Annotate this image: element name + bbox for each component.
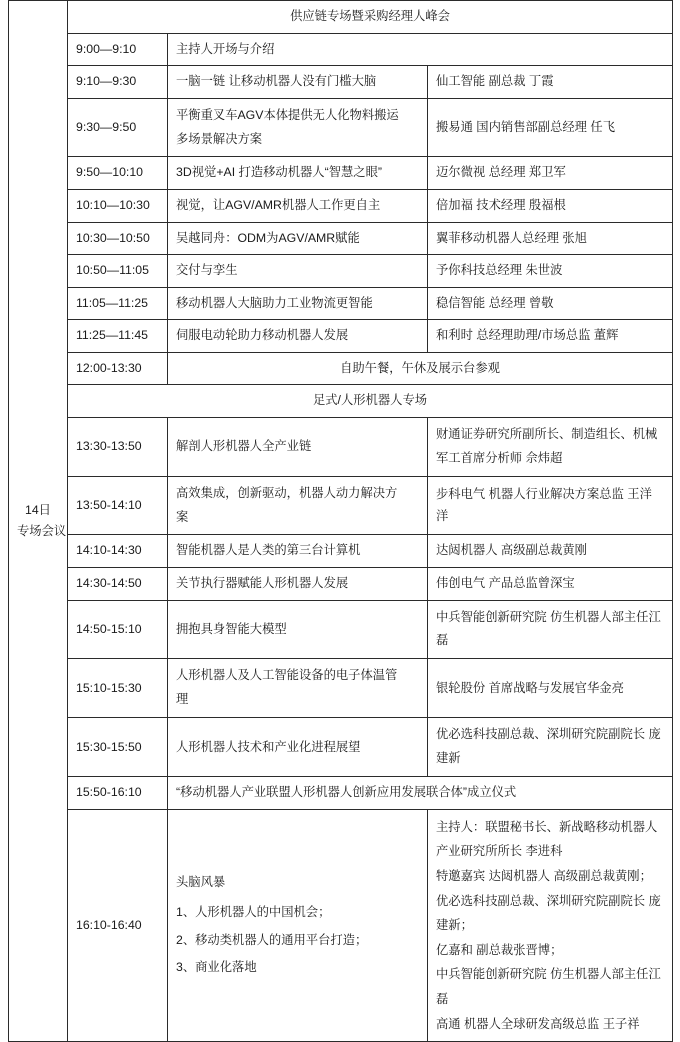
row-speaker-line: 中兵智能创新研究院 仿生机器人部主任江	[436, 609, 661, 624]
row-speaker: 搬易通 国内销售部副总经理 任飞	[428, 98, 673, 157]
table-row	[9, 352, 673, 385]
row-speaker: 倍加福 技术经理 殷福根	[428, 190, 673, 223]
table-row	[9, 535, 673, 568]
row-topic: 3D视觉+AI 打造移动机器人“智慧之眼”	[168, 157, 428, 190]
agenda-body	[9, 1, 673, 1042]
row-time: 13:30-13:50	[68, 417, 168, 476]
day-label-cell	[9, 1, 68, 1042]
row-time: 15:50-16:10	[68, 777, 168, 810]
day-label-line2: 专场会议	[17, 524, 67, 539]
row-topic-line: 多场景解决方案	[176, 131, 263, 146]
row-time: 9:50—10:10	[68, 157, 168, 190]
row-time: 15:30-15:50	[68, 718, 168, 777]
panel-line: 特邀嘉宾 达闼机器人 高级副总裁黄刚；	[436, 869, 652, 884]
conference-agenda-table	[8, 0, 673, 1042]
row-speaker	[428, 600, 673, 659]
row-speaker	[428, 718, 673, 777]
row-topic-merged: 自助午餐，午休及展示台参观	[168, 352, 673, 385]
table-row	[9, 1, 673, 34]
row-time: 11:25—11:45	[68, 320, 168, 353]
row-topic: 吴越同舟：ODM为AGV/AMR赋能	[168, 222, 428, 255]
row-topic-brainstorm	[168, 809, 428, 1041]
row-time: 12:00-13:30	[68, 352, 168, 385]
row-speaker: 予你科技总经理 朱世波	[428, 255, 673, 288]
row-speaker: 步科电气 机器人行业解决方案总监 王洋洋	[428, 476, 673, 535]
section-title-humanoid: 足式/人形机器人专场	[68, 385, 673, 418]
panel-line: 主持人：联盟秘书长、新战略移动机器人	[436, 819, 658, 834]
panel-line: 产业研究所所长 李进科	[436, 844, 563, 859]
table-row	[9, 33, 673, 66]
row-topic	[168, 476, 428, 535]
table-row	[9, 417, 673, 476]
row-topic-line: 案	[176, 509, 189, 524]
table-row	[9, 476, 673, 535]
table-row	[9, 157, 673, 190]
row-topic: 交付与孪生	[168, 255, 428, 288]
row-topic: 移动机器人大脑助力工业物流更智能	[168, 287, 428, 320]
row-topic-merged: “移动机器人产业联盟人形机器人创新应用发展联合体”成立仪式	[168, 777, 673, 810]
row-speaker-line: 建新	[436, 751, 461, 766]
row-speaker: 银轮股份 首席战略与发展官华金亮	[428, 659, 673, 718]
row-topic-line: 高效集成，创新驱动，机器人动力解决方	[176, 485, 398, 500]
row-speaker-panel	[428, 809, 673, 1041]
row-time: 11:05—11:25	[68, 287, 168, 320]
table-row	[9, 98, 673, 157]
row-topic: 关节执行器赋能人形机器人发展	[168, 568, 428, 601]
table-row	[9, 777, 673, 810]
brainstorm-item: 3、商业化落地	[176, 960, 257, 975]
row-speaker: 翼菲移动机器人总经理 张旭	[428, 222, 673, 255]
table-row	[9, 255, 673, 288]
brainstorm-heading: 头脑风暴	[176, 875, 226, 890]
table-row	[9, 320, 673, 353]
row-time: 14:50-15:10	[68, 600, 168, 659]
row-speaker-line: 财通证券研究所副所长、制造组长、机械	[436, 426, 658, 441]
table-row	[9, 287, 673, 320]
row-topic-line: 平衡重叉车AGV本体提供无人化物料搬运	[176, 107, 399, 122]
row-time: 10:10—10:30	[68, 190, 168, 223]
row-topic: 伺服电动轮助力移动机器人发展	[168, 320, 428, 353]
panel-line: 磊	[436, 992, 449, 1006]
row-topic: 拥抱具身智能大模型	[168, 600, 428, 659]
day-label-line1: 14日	[25, 502, 51, 517]
table-row	[9, 718, 673, 777]
row-time: 16:10-16:40	[68, 809, 168, 1041]
row-speaker: 达闼机器人 高级副总裁黄刚	[428, 535, 673, 568]
row-speaker	[428, 417, 673, 476]
table-row	[9, 190, 673, 223]
row-topic	[168, 659, 428, 718]
row-speaker: 仙工智能 副总裁 丁霞	[428, 66, 673, 99]
row-speaker-line: 磊	[436, 633, 449, 648]
table-row	[9, 568, 673, 601]
panel-line: 中兵智能创新研究院 仿生机器人部主任江	[436, 967, 661, 982]
row-time: 9:00—9:10	[68, 33, 168, 66]
row-speaker: 稳信智能 总经理 曾敬	[428, 287, 673, 320]
row-topic-merged: 主持人开场与介绍	[168, 33, 673, 66]
row-speaker: 和利时 总经理助理/市场总监 董辉	[428, 320, 673, 353]
row-speaker-line: 优必选科技副总裁、深圳研究院副院长 庞	[436, 727, 661, 742]
row-topic: 人形机器人技术和产业化进程展望	[168, 718, 428, 777]
row-speaker: 伟创电气 产品总监曾深宝	[428, 568, 673, 601]
table-row	[9, 809, 673, 1041]
table-row	[9, 385, 673, 418]
row-topic: 一脑一链 让移动机器人没有门槛大脑	[168, 66, 428, 99]
row-topic: 解剖人形机器人全产业链	[168, 417, 428, 476]
table-row	[9, 659, 673, 718]
panel-line: 优必选科技副总裁、深圳研究院副院长 庞	[436, 893, 661, 908]
row-time: 10:50—11:05	[68, 255, 168, 288]
row-time: 15:10-15:30	[68, 659, 168, 718]
row-time: 9:30—9:50	[68, 98, 168, 157]
table-row	[9, 222, 673, 255]
row-topic: 视觉，让AGV/AMR机器人工作更自主	[168, 190, 428, 223]
row-time: 10:30—10:50	[68, 222, 168, 255]
row-time: 14:10-14:30	[68, 535, 168, 568]
panel-line: 亿嘉和 副总裁张晋博；	[436, 942, 563, 957]
panel-line: 建新；	[436, 918, 473, 933]
row-time: 14:30-14:50	[68, 568, 168, 601]
panel-line: 高通 机器人全球研发高级总监 王子祥	[436, 1016, 640, 1031]
brainstorm-item: 1、人形机器人的中国机会；	[176, 904, 331, 919]
brainstorm-item: 2、移动类机器人的通用平台打造；	[176, 932, 368, 947]
row-time: 9:10—9:30	[68, 66, 168, 99]
row-topic	[168, 98, 428, 157]
row-time: 13:50-14:10	[68, 476, 168, 535]
section-title-supply-chain: 供应链专场暨采购经理人峰会	[68, 1, 673, 34]
row-speaker: 迈尔微视 总经理 郑卫军	[428, 157, 673, 190]
row-topic-line: 理	[176, 692, 189, 707]
row-speaker-line: 军工首席分析师 佘炜超	[436, 450, 563, 465]
row-topic-line: 人形机器人及人工智能设备的电子体温管	[176, 668, 398, 683]
row-topic: 智能机器人是人类的第三台计算机	[168, 535, 428, 568]
table-row	[9, 600, 673, 659]
table-row	[9, 66, 673, 99]
